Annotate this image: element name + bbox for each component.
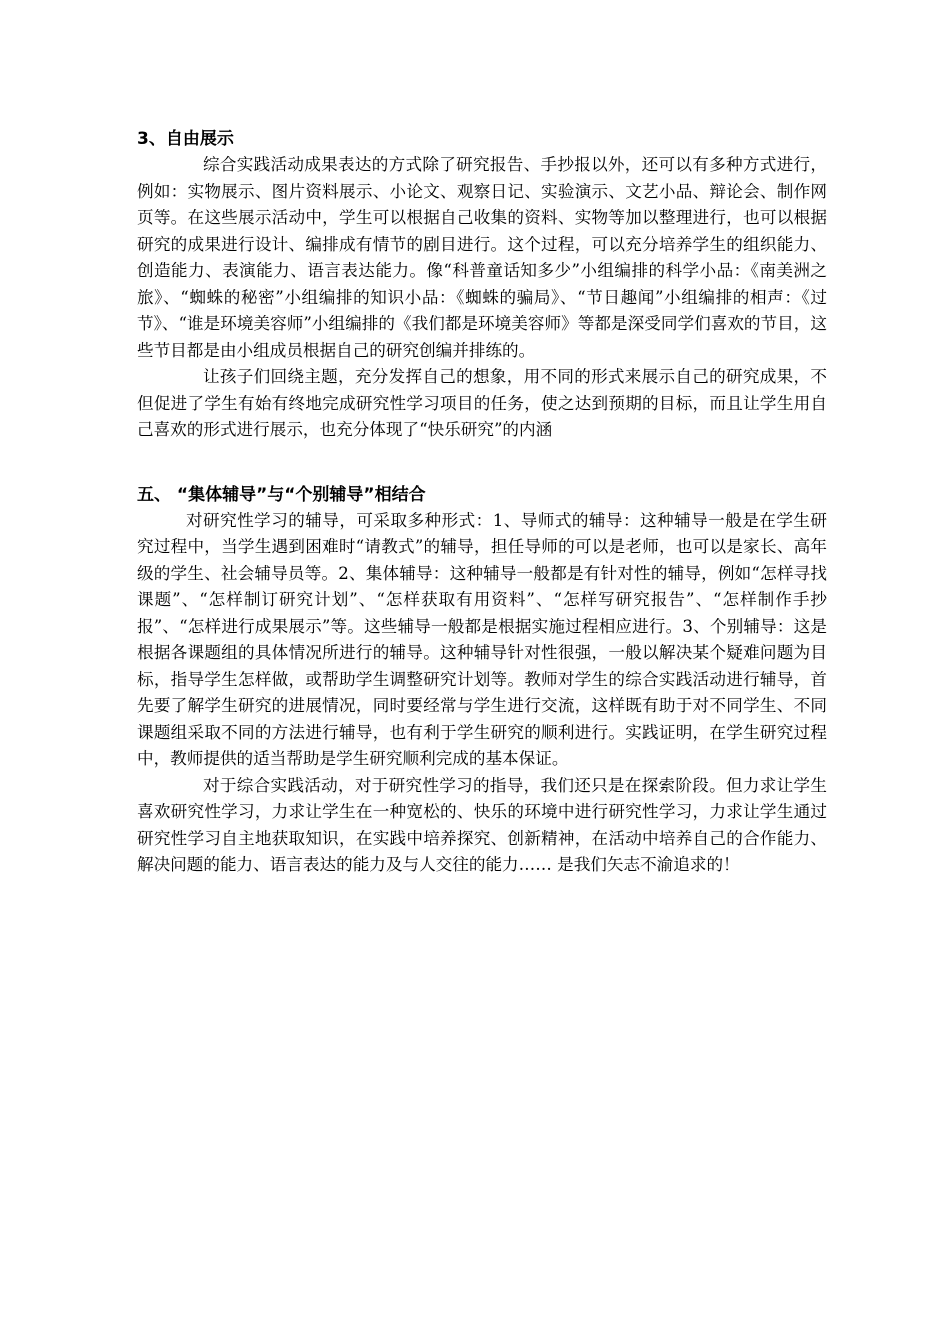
document-body xyxy=(137,126,827,879)
section-gap xyxy=(137,444,827,482)
section-heading-guidance: 五、 “集体辅导”与“个别辅导”相结合 xyxy=(137,484,426,505)
section-heading-free-display: 3、自由展示 xyxy=(137,129,234,149)
paragraph-guidance-conclusion: 对于综合实践活动，对于研究性学习的指导，我们还只是在探索阶段。但力求让学生喜欢研究性学习，力求让学生在一种宽松的、快乐的环境中进行研究性学习，力求让学生通过研究性学习自主地获取知识，在实践中培养探究、创新精神，在活动中培养自己的合作能力、解决问题的能力、语言表达的能力及与人交往的能力…… 是我们矢志不渝追求的！ xyxy=(137,775,827,874)
paragraph-guidance-forms: 对研究性学习的辅导，可采取多种形式：1、导师式的辅导：这种辅导一般是在学生研究过程中，当学生遇到困难时“请教式”的辅导，担任导师的可以是老师，也可以是家长、高年级的学生、社会辅导员等。2、集体辅导：这种辅导一般都是有针对性的辅导，例如“怎样寻找课题”、“怎样制订研究计划”、“怎样获取有用资料”、“怎样写研究报告”、“怎样制作手抄报”、“怎样进行成果展示”等。这些辅导一般都是根据实施过程相应进行。3、个别辅导：这是根据各课题组的具体情况所进行的辅导。这种辅导针对性很强，一般以解决某个疑难问题为目标，指导学生怎样做，或帮助学生调整研究计划等。教师对学生的综合实践活动进行辅导，首先要了解学生研究的进展情况，同时要经常与学生进行交流，这样既有助于对不同学生、不同课题组采取不同的方法进行辅导，也有利于学生研究的顺利进行。实践证明，在学生研究过程中，教师提供的适当帮助是学生研究顺利完成的基本保证。 xyxy=(137,510,827,768)
paragraph-free-display-summary: 让孩子们回绕主题，充分发挥自己的想象，用不同的形式来展示自己的研究成果，不但促进了学生有始有终地完成研究性学习项目的任务，使之达到预期的目标，而且让学生用自己喜欢的形式进行展示，也充分体现了“快乐研究”的内涵 xyxy=(137,367,827,439)
paragraph-free-display-methods: 综合实践活动成果表达的方式除了研究报告、手抄报以外，还可以有多种方式进行，例如：实物展示、图片资料展示、小论文、观察日记、实验演示、文艺小品、辩论会、制作网页等。在这些展示活动中，学生可以根据自己收集的资料、实物等加以整理进行，也可以根据研究的成果进行设计、编排成有情节的剧目进行。这个过程，可以充分培养学生的组织能力、创造能力、表演能力、语言表达能力。像“科普童话知多少”小组编排的科学小品：《南美洲之旅》、“蜘蛛的秘密”小组编排的知识小品：《蜘蛛的骗局》、“节日趣闻”小组编排的相声：《过节》、“谁是环境美容师”小组编排的《我们都是环境美容师》等都是深受同学们喜欢的节目，这些节目都是由小组成员根据自己的研究创编并排练的。 xyxy=(137,155,827,360)
